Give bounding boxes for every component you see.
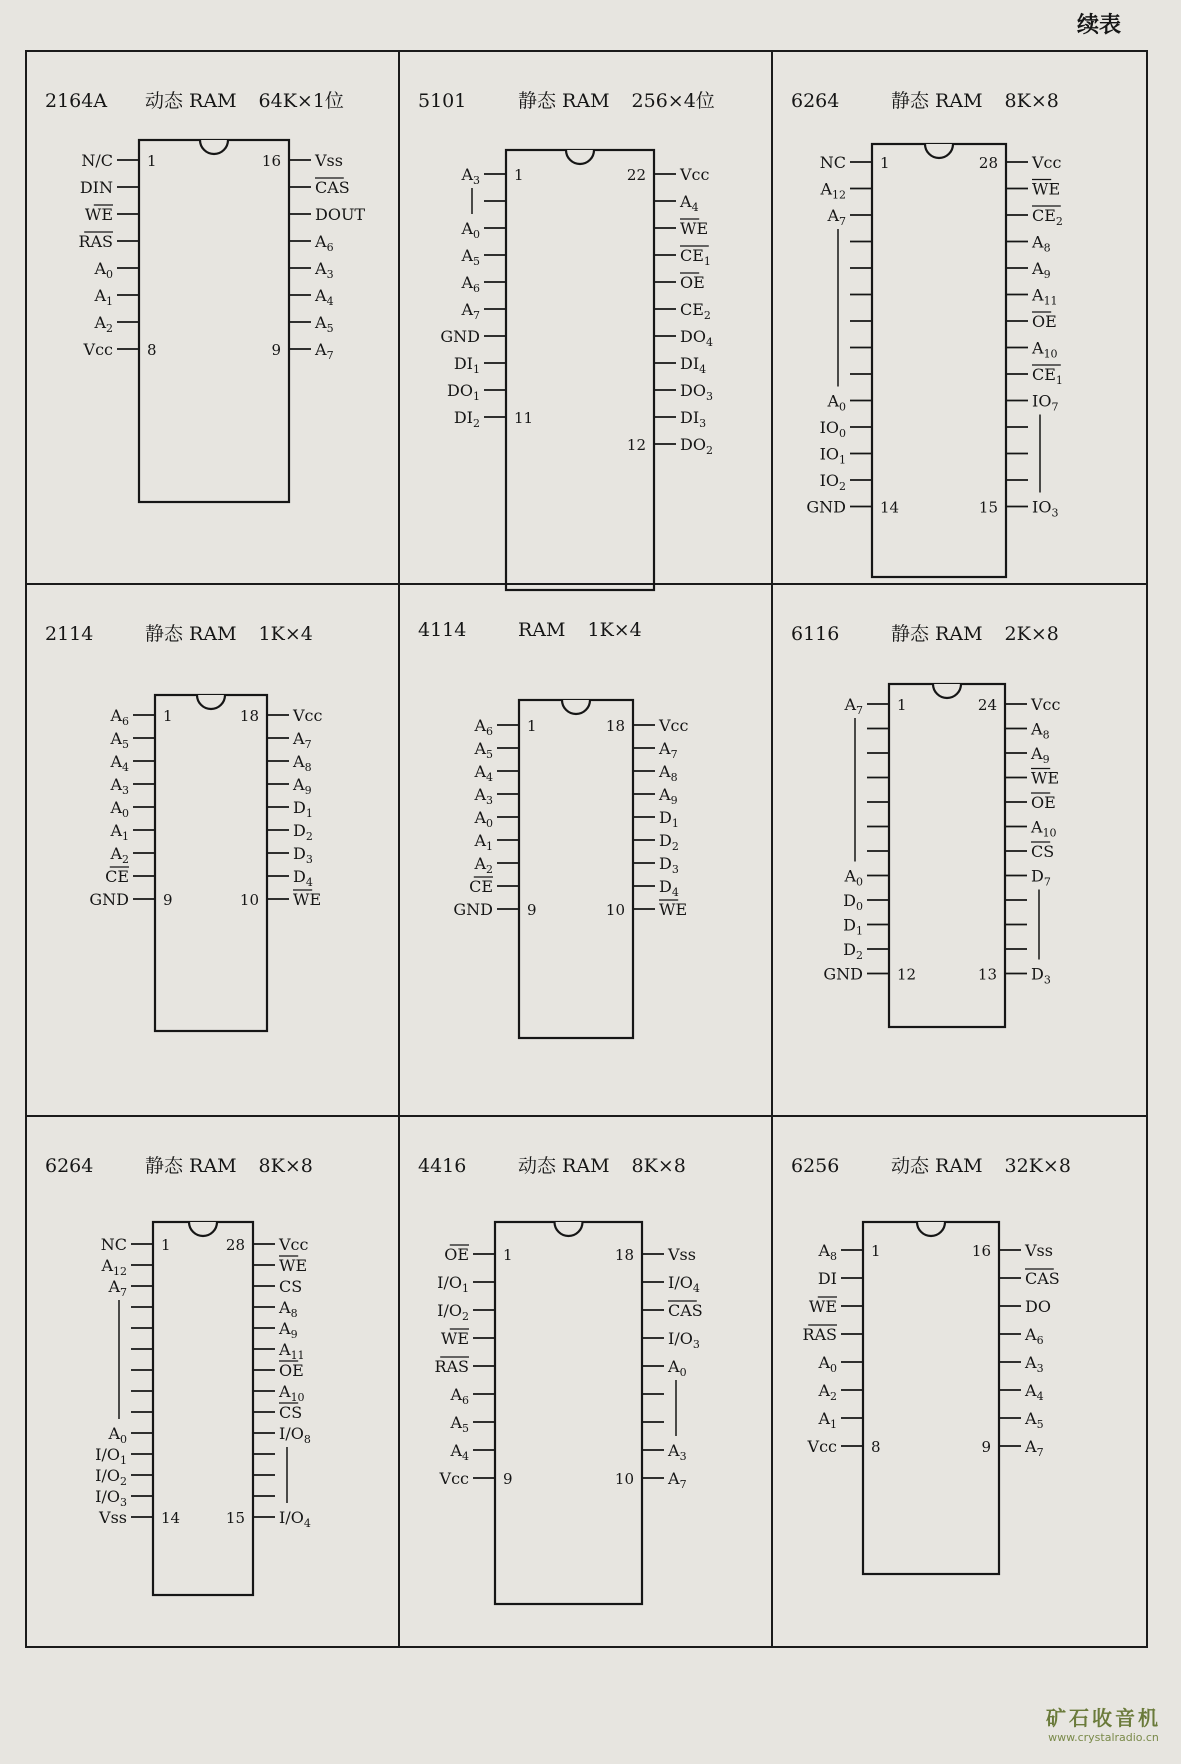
pin-number: 18: [239, 707, 259, 725]
pin-label: $D_1$: [293, 798, 313, 820]
pin-label: GND: [440, 327, 480, 346]
pin-number: 16: [971, 1242, 991, 1260]
chip-notch: [197, 695, 225, 709]
pin-label: $A_0$: [818, 1353, 837, 1375]
pin-label: DI: [817, 1269, 837, 1288]
pin-label: DOUT: [315, 205, 366, 224]
pin-label: RAS: [78, 232, 113, 251]
pin-label: CAS: [1025, 1269, 1060, 1288]
pin-number: 24: [977, 696, 997, 714]
pin-label: $A_9$: [279, 1319, 298, 1341]
pin-label: Vcc: [83, 340, 113, 359]
pin-number: 28: [225, 1236, 245, 1254]
pin-label: $A_3$: [110, 775, 129, 797]
pin-label: $A_8$: [818, 1241, 837, 1263]
chip-cell-6264-b: [27, 1117, 400, 1646]
chip-cell-4114: [400, 585, 773, 1117]
pin-number: 9: [981, 1438, 991, 1456]
pin-label: $IO_1$: [819, 444, 846, 467]
pin-number: 1: [163, 707, 173, 725]
pin-label: $A_3$: [474, 785, 493, 807]
pin-number: 1: [503, 1246, 513, 1264]
pin-label: $I/O_3$: [95, 1487, 127, 1509]
chip-capacity: 2K×8: [1004, 623, 1059, 645]
pin-label: $A_5$: [315, 313, 334, 335]
pin-number: 1: [161, 1236, 171, 1254]
pin-label: WE: [293, 890, 322, 909]
chip-cell-5101: [400, 52, 773, 585]
pin-label: $A_2$: [94, 313, 113, 335]
chip-capacity: 1K×4: [587, 619, 642, 641]
pin-label: $I/O_8$: [279, 1424, 311, 1446]
chip-body: [863, 1222, 999, 1574]
pin-label: CE: [105, 867, 129, 886]
pin-label: CAS: [668, 1301, 703, 1320]
pin-label: $IO_3$: [1032, 497, 1059, 520]
pin-label: OE: [1031, 793, 1056, 812]
pin-label: $A_8$: [279, 1298, 298, 1320]
pin-label: RAS: [802, 1325, 837, 1344]
pin-label: GND: [89, 890, 129, 909]
pin-number: 1: [897, 696, 907, 714]
chip-diagram-4416: [400, 1117, 770, 1647]
pin-label: $A_7$: [844, 695, 863, 717]
pin-number: 11: [514, 409, 534, 427]
chip-type: 静态 RAM: [518, 90, 610, 112]
pin-label: Vcc: [659, 716, 689, 735]
pin-label: $A_{10}$: [1032, 338, 1058, 361]
pin-label: WE: [1032, 179, 1061, 199]
continued-table-label: 续表: [1076, 13, 1121, 38]
chip-type: 动态 RAM: [145, 90, 237, 112]
pin-label: DO: [1025, 1297, 1051, 1316]
pin-label: WE: [440, 1329, 469, 1348]
chip-notch: [917, 1222, 945, 1236]
pin-label: $I/O_2$: [437, 1301, 469, 1323]
pin-label: $A_2$: [818, 1381, 837, 1403]
pin-number: 1: [871, 1242, 881, 1260]
pin-label: $I/O_3$: [668, 1329, 700, 1351]
pin-number: 10: [614, 1470, 634, 1488]
pin-label: $DO_2$: [680, 435, 713, 457]
pin-label: $A_7$: [659, 739, 678, 761]
pin-label: $A_0$: [668, 1357, 687, 1379]
chip-type: 动态 RAM: [891, 1155, 983, 1177]
chip-diagram-6264-b: [27, 1117, 397, 1647]
chip-part-number: 6116: [791, 623, 840, 645]
pin-label: WE: [659, 900, 688, 919]
pin-number: 18: [614, 1246, 634, 1264]
pin-label: CAS: [315, 178, 350, 197]
pin-label: OE: [279, 1361, 304, 1380]
pin-label: $IO_7$: [1032, 391, 1059, 414]
pin-label: $D_0$: [843, 891, 863, 913]
pin-label: $A_3$: [315, 259, 334, 281]
chip-notch: [189, 1222, 217, 1236]
pin-label: Vcc: [293, 706, 323, 725]
pin-label: $I/O_2$: [95, 1466, 127, 1488]
pin-label: CS: [279, 1277, 303, 1296]
pin-number: 9: [271, 341, 281, 359]
pin-label: $A_4$: [680, 192, 699, 214]
chip-diagram-2164a: [27, 52, 397, 582]
pin-label: $IO_0$: [819, 418, 846, 440]
pin-label: GND: [823, 964, 863, 984]
pin-label: $A_{12}$: [820, 179, 846, 202]
pin-label: $D_2$: [293, 821, 313, 843]
pin-label: $A_{12}$: [101, 1256, 127, 1278]
pin-label: $A_4$: [1025, 1381, 1044, 1403]
pin-label: $A_9$: [293, 775, 312, 797]
pin-label: $D_4$: [293, 867, 313, 889]
pin-label: Vcc: [1031, 695, 1061, 714]
pin-label: OE: [680, 273, 705, 292]
pin-label: $DO_1$: [447, 381, 480, 403]
pin-label: $A_4$: [474, 762, 493, 784]
chip-type: 静态 RAM: [891, 90, 983, 112]
pin-number: 9: [503, 1470, 513, 1488]
pin-number: 9: [163, 891, 173, 909]
pin-label: $A_1$: [474, 831, 493, 853]
chip-part-number: 2164A: [45, 90, 108, 112]
pin-label: $A_0$: [474, 808, 493, 830]
pin-label: $DI_3$: [680, 408, 707, 430]
chip-cell-6256: [773, 1117, 1146, 1646]
pin-number: 8: [871, 1438, 881, 1456]
pin-label: $A_{11}$: [279, 1340, 305, 1362]
pin-label: OE: [444, 1245, 469, 1264]
chip-cell-4416: [400, 1117, 773, 1646]
pin-label: $D_2$: [843, 940, 863, 962]
chip-type: RAM: [518, 619, 566, 641]
pin-label: RAS: [434, 1357, 469, 1376]
pin-label: $CE_1$: [1032, 365, 1063, 387]
pin-label: Vcc: [807, 1437, 837, 1456]
pin-label: $A_8$: [1032, 232, 1051, 255]
pin-label: $A_3$: [1025, 1353, 1044, 1375]
pin-number: 1: [527, 717, 537, 735]
chip-diagram-2114: [27, 585, 397, 1115]
pin-number: 1: [880, 154, 890, 172]
pin-label: GND: [806, 497, 846, 517]
pin-label: CS: [279, 1403, 303, 1422]
chip-part-number: 6256: [791, 1155, 840, 1177]
pin-label: $A_0$: [844, 866, 863, 889]
chip-type: 静态 RAM: [891, 623, 983, 645]
pin-number: 12: [626, 436, 646, 454]
pin-label: $A_1$: [110, 821, 129, 843]
pin-label: $A_4$: [450, 1441, 469, 1463]
pin-label: $I/O_1$: [437, 1273, 469, 1295]
pin-number: 15: [225, 1509, 245, 1527]
pin-label: $A_5$: [461, 246, 480, 268]
pin-label: $I/O_4$: [279, 1508, 311, 1530]
chip-part-number: 6264: [45, 1155, 94, 1177]
pin-label: NC: [819, 153, 846, 172]
pin-number: 9: [527, 901, 537, 919]
pin-label: N/C: [81, 151, 113, 170]
pin-label: NC: [100, 1235, 127, 1254]
pin-label: $A_0$: [94, 259, 113, 281]
chip-type: 静态 RAM: [145, 1155, 237, 1177]
pin-label: $A_9$: [1031, 744, 1050, 766]
pin-label: $A_5$: [1025, 1409, 1044, 1431]
pin-label: WE: [808, 1297, 837, 1316]
pin-number: 1: [514, 166, 524, 184]
chip-notch: [933, 684, 961, 698]
pin-label: $A_1$: [94, 286, 113, 308]
pin-label: $A_6$: [450, 1385, 469, 1407]
pin-label: $I/O_1$: [95, 1445, 127, 1467]
pin-label: Vcc: [1032, 153, 1062, 172]
chip-diagram-6116: [773, 585, 1143, 1115]
pin-label: $A_7$: [1025, 1437, 1044, 1459]
chip-diagram-6256: [773, 1117, 1143, 1647]
pin-label: $A_1$: [818, 1409, 837, 1431]
pin-label: WE: [1031, 768, 1060, 788]
chip-capacity: 32K×8: [1004, 1155, 1071, 1177]
chip-type: 静态 RAM: [145, 623, 237, 645]
pin-label: $I/O_4$: [668, 1273, 700, 1295]
chip-part-number: 2114: [45, 623, 94, 645]
pin-label: OE: [1032, 312, 1057, 331]
pin-label: $D_2$: [659, 831, 679, 853]
watermark-title: 矿石收音机: [1046, 1706, 1161, 1730]
chip-part-number: 6264: [791, 90, 840, 112]
pin-label: $A_7$: [827, 206, 846, 228]
chip-body: [139, 140, 289, 502]
pinout-table: [25, 50, 1148, 1648]
pin-label: $A_4$: [110, 752, 129, 774]
pin-label: $A_0$: [827, 391, 846, 414]
pin-label: $A_6$: [110, 706, 129, 728]
pin-number: 14: [161, 1509, 181, 1527]
pin-label: Vss: [1025, 1241, 1053, 1260]
chip-part-number: 5101: [418, 90, 467, 112]
pin-label: $A_6$: [1025, 1325, 1044, 1347]
pin-label: $A_0$: [110, 798, 129, 820]
pin-label: $DI_2$: [453, 408, 480, 430]
pin-label: $A_{10}$: [1031, 817, 1057, 840]
pin-label: $A_5$: [110, 729, 129, 751]
pin-number: 22: [626, 166, 646, 184]
pin-label: $A_8$: [1031, 719, 1050, 742]
pin-label: $A_7$: [315, 340, 334, 362]
pin-label: $DO_4$: [680, 327, 713, 349]
pin-number: 16: [261, 152, 281, 170]
pin-label: $A_8$: [293, 752, 312, 774]
chip-notch: [200, 140, 228, 154]
chip-cell-6116: [773, 585, 1146, 1117]
chip-notch: [555, 1222, 583, 1236]
chip-capacity: 8K×8: [258, 1155, 313, 1177]
pin-label: $CE_2$: [680, 300, 711, 322]
pin-number: 1: [147, 152, 157, 170]
chip-notch: [562, 700, 590, 714]
pin-number: 8: [147, 341, 157, 359]
pin-label: Vss: [668, 1245, 696, 1264]
chip-body: [519, 700, 633, 1038]
pin-label: $DI_4$: [680, 354, 707, 376]
pin-label: $A_2$: [110, 844, 129, 866]
pin-label: $A_5$: [450, 1413, 469, 1435]
pin-label: GND: [453, 900, 493, 919]
pin-label: $A_0$: [461, 219, 480, 241]
pin-label: $A_0$: [108, 1424, 127, 1446]
pin-number: 14: [880, 498, 900, 517]
chip-capacity: 256×4位: [631, 90, 715, 112]
pin-label: $A_7$: [293, 729, 312, 751]
pin-label: WE: [680, 219, 709, 238]
pin-label: WE: [84, 205, 113, 224]
pin-label: $A_{10}$: [279, 1382, 305, 1404]
pin-label: $DO_3$: [680, 381, 713, 403]
watermark-url: www.crystalradio.cn: [1048, 1731, 1159, 1744]
pin-label: $A_2$: [474, 854, 493, 876]
pin-label: $D_4$: [659, 877, 679, 899]
pin-label: $D_1$: [843, 915, 863, 938]
pin-number: 10: [605, 901, 625, 919]
pin-label: $A_7$: [461, 300, 480, 322]
pin-label: CS: [1031, 842, 1055, 861]
chip-body: [155, 695, 267, 1031]
pin-label: $A_8$: [659, 762, 678, 784]
pin-label: $IO_2$: [819, 471, 846, 493]
chip-capacity: 1K×4: [258, 623, 313, 645]
pin-label: $D_3$: [1031, 964, 1051, 987]
chip-cell-2164a: [27, 52, 400, 585]
chip-capacity: 8K×8: [631, 1155, 686, 1177]
pin-label: $D_3$: [293, 844, 313, 866]
pin-number: 12: [897, 965, 917, 984]
pin-label: $D_3$: [659, 854, 679, 876]
pin-label: $A_5$: [474, 739, 493, 761]
pin-label: $A_7$: [668, 1469, 687, 1491]
pin-label: Vss: [315, 151, 343, 170]
pin-label: Vcc: [680, 165, 710, 184]
pin-label: $A_3$: [668, 1441, 687, 1463]
pin-label: $A_6$: [315, 232, 334, 254]
pin-label: DIN: [79, 178, 113, 197]
pin-number: 15: [978, 498, 998, 517]
pin-label: $D_7$: [1031, 866, 1051, 889]
pin-label: Vcc: [279, 1235, 309, 1254]
pin-number: 28: [978, 154, 998, 172]
pin-label: $CE_2$: [1032, 206, 1063, 228]
pin-label: $A_6$: [461, 273, 480, 295]
pin-label: $DI_1$: [453, 354, 480, 376]
pin-number: 18: [605, 717, 625, 735]
pin-label: $D_1$: [659, 808, 679, 830]
pin-label: WE: [279, 1256, 308, 1275]
pin-label: CE: [469, 877, 493, 896]
chip-body: [495, 1222, 642, 1604]
chip-cell-2114: [27, 585, 400, 1117]
pin-label: Vcc: [439, 1469, 469, 1488]
chip-type: 动态 RAM: [518, 1155, 610, 1177]
chip-capacity: 64K×1位: [258, 90, 344, 112]
pin-label: $A_6$: [474, 716, 493, 738]
pin-number: 10: [239, 891, 259, 909]
pin-label: $A_3$: [461, 165, 480, 187]
chip-part-number: 4114: [418, 619, 467, 641]
chip-diagram-5101: [400, 52, 770, 582]
chip-cell-6264-a: [773, 52, 1146, 585]
chip-diagram-6264-a: [773, 52, 1143, 582]
chip-notch: [925, 144, 953, 158]
pin-label: $A_9$: [659, 785, 678, 807]
pin-label: $A_7$: [108, 1277, 127, 1299]
chip-part-number: 4416: [418, 1155, 467, 1177]
chip-body: [153, 1222, 253, 1595]
pin-label: Vss: [99, 1508, 127, 1527]
chip-capacity: 8K×8: [1004, 90, 1059, 112]
pin-label: $CE_1$: [680, 246, 711, 268]
pin-label: $A_{11}$: [1032, 285, 1058, 308]
chip-body: [506, 150, 654, 590]
chip-diagram-4114: [400, 585, 770, 1115]
pin-label: $A_4$: [315, 286, 334, 308]
pin-number: 13: [977, 965, 997, 984]
pin-label: $A_9$: [1032, 259, 1051, 281]
chip-notch: [566, 150, 594, 164]
site-watermark: [1046, 1702, 1161, 1744]
